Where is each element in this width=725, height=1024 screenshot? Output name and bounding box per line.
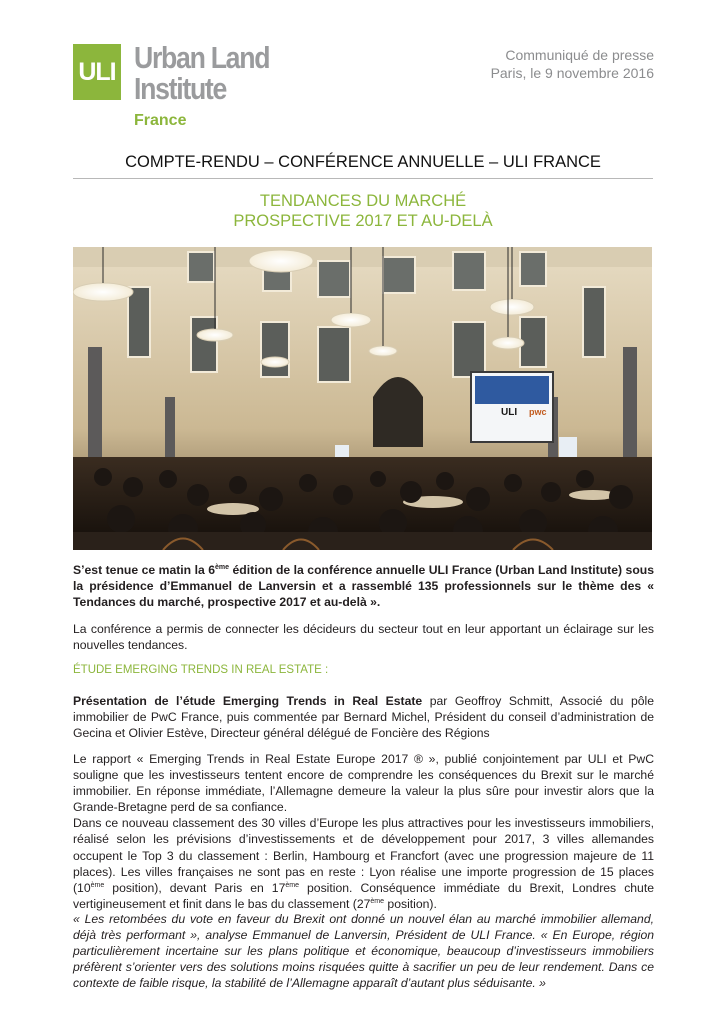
press-type: Communiqué de presse [505,47,654,63]
intro-superscript: ème [215,563,230,571]
uli-logo [73,40,293,136]
intro-text-a: S’est tenue ce matin la 6 [73,563,216,577]
ranking-text-a: Dans ce nouveau classement des 30 villes d’Europe les plus attractives pour les investisseurs immobiliers, réalisé selon les prévisions d’investissements et de développement pour 2017, 3 villes allemandes occupent le Top 3 du classement : Berlin, Hambourg et Francfort (avec une progression majeure de 11 places). Les villes françaises ne sont pas en reste : Lyon réalise une importe progression de 15 places (10 [73,816,654,895]
ranking-text-b: position), devant Paris en 17 [104,880,286,895]
logo-country: France [134,112,187,129]
subtitle-line2: PROSPECTIVE 2017 ET AU-DELÀ [233,212,493,230]
screen-uli-logo: ULI [501,407,518,418]
press-date: Paris, le 9 novembre 2016 [490,65,654,81]
study-presenters: par Geoffroy Schmitt, Associé du pôle immobilier de PwC France, puis commentée par Bernard Michel, Président du conseil d’administration de Gecina et Olivier Estève, Directeur général délégué de Foncière des Régions [73,694,654,741]
report-ranking [73,815,654,912]
subtitle-line1: TENDANCES DU MARCHÉ [259,192,467,210]
ranking-text-c: position. Conséquence immédiate du Brexit, Londres chute vertigineusement et finit dans le bas du classement (27 [73,880,655,911]
page-subtitle [73,191,653,231]
ranking-superscript-2: ème [285,881,299,889]
logo-wordmark-line2: Institute [134,71,227,106]
press-info [491,46,654,82]
screen-pwc-logo: pwc [529,407,547,417]
intro-text-b: édition de la conférence annuelle ULI France (Urban Land Institute) sous la présidence d’Emmanuel de Lanversin et a rassemblé 135 professionnels sur le thème des « Tendances du marché, prospective 2017 et au-delà ». [73,563,654,610]
study-title: Présentation de l’étude Emerging Trends in Real Estate [73,694,423,708]
logo-wordmark-line1: Urban Land [134,40,270,75]
ranking-text-d: position). [384,896,437,911]
conference-photo [73,247,652,550]
ranking-superscript-1: ème [90,881,105,889]
section-heading: ÉTUDE EMERGING TRENDS IN REAL ESTATE : [73,664,329,676]
report-paragraph [73,751,654,912]
conference-paragraph: La conférence a permis de connecter les décideurs du secteur tout en leur apportant un éclairage sur les nouvelles tendances. [73,622,654,653]
ranking-superscript-3: ème [370,897,385,905]
intro-paragraph [73,562,654,610]
page-headline: COMPTE-RENDU – CONFÉRENCE ANNUELLE – ULI FRANCE [125,153,601,171]
headline-divider [73,178,653,179]
president-quote: « Les retombées du vote en faveur du Brexit ont donné un nouvel élan au marché immobilier allemand, déjà très performant », analyse Emmanuel de Lanversin, Président de ULI France. « En Europe, région particulièrement incertaine sur les plans politique et économique, beaucoup d’investisseurs immobiliers préfèrent s’orienter vers des solutions moins risquées quitte à sacrifier un peu de leur rendement. Dans ce contexte de faible risque, la stabilité de l’Allemagne apparaît d’autant plus séduisante. » [73,912,654,991]
report-intro: Le rapport « Emerging Trends in Real Estate Europe 2017 ® », publié conjointement par ULI et PwC souligne que les investisseurs tentent encore de comprendre les conséquences du Brexit sur le marché immobilier. En réponse immédiate, l’Allemagne demeure la valeur la plus sûre pour investir alors que la Grande-Bretagne perd de sa confiance. [73,752,654,815]
study-presentation-paragraph [73,693,654,741]
uli-logo-mark: ULI [73,44,121,100]
